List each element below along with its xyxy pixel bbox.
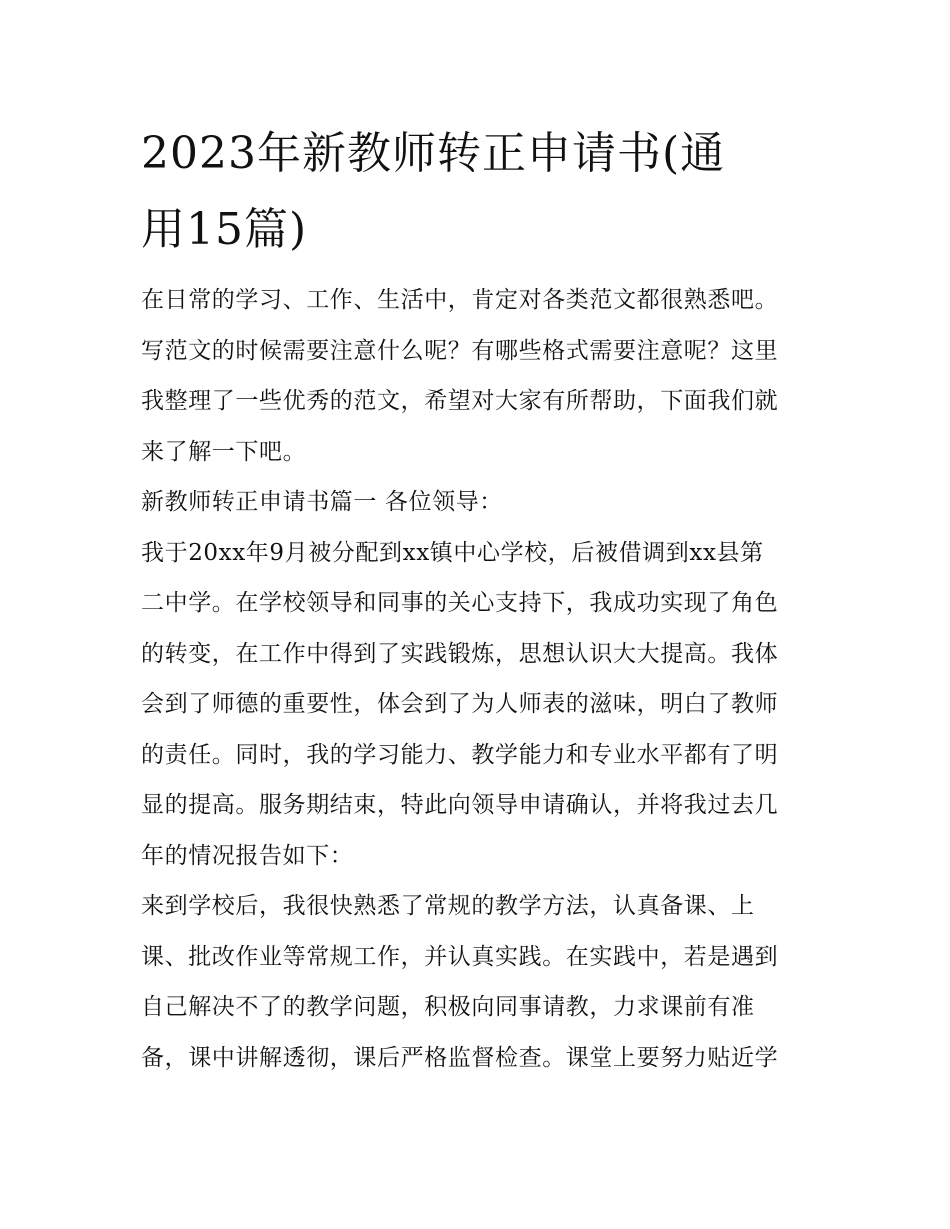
section-heading-line: 新教师转正申请书篇一 各位领导： (141, 489, 503, 515)
paragraph-line: 来到学校后，我很快熟悉了常规的教学方法，认真备课、上 (141, 893, 755, 919)
paragraph-line: 二中学。在学校领导和同事的关心支持下，我成功实现了角色 (141, 590, 779, 616)
paragraph-line: 我于20xx年9月被分配到xx镇中心学校，后被借调到xx县第 (141, 539, 764, 566)
document-body (141, 275, 821, 1083)
title-line-1: 2023年新教师转正申请书(通 (141, 128, 726, 179)
paragraph-line: 来了解一下吧。 (141, 438, 307, 465)
paragraph-line: 在日常的学习、工作、生活中，肯定对各类范文都很熟悉吧。 (141, 287, 779, 313)
paragraph-line: 年的情况报告如下： (141, 842, 354, 869)
paragraph-line: 我整理了一些优秀的范文，希望对大家有所帮助，下面我们就 (141, 388, 779, 414)
paragraph-line: 课、批改作业等常规工作，并认真实践。在实践中，若是遇到 (141, 943, 779, 970)
paragraph-line: 的转变，在工作中得到了实践锻炼，思想认识大大提高。我体 (141, 640, 779, 667)
paragraph-line: 写范文的时候需要注意什么呢？有哪些格式需要注意呢？这里 (141, 337, 779, 364)
paragraph-line: 显的提高。服务期结束，特此向领导申请确认，并将我过去几 (141, 792, 779, 818)
paragraph-line: 备，课中讲解透彻，课后严格监督检查。课堂上要努力贴近学 (141, 1044, 779, 1071)
paragraph-line: 会到了师德的重要性，体会到了为人师表的滋味，明白了教师 (141, 691, 779, 717)
paragraph-line: 的责任。同时，我的学习能力、教学能力和专业水平都有了明 (141, 741, 779, 768)
document-title (141, 116, 821, 268)
title-line-2: 用15篇) (141, 204, 308, 255)
paragraph-line: 自己解决不了的教学问题，积极向同事请教，力求课前有准 (141, 994, 755, 1020)
